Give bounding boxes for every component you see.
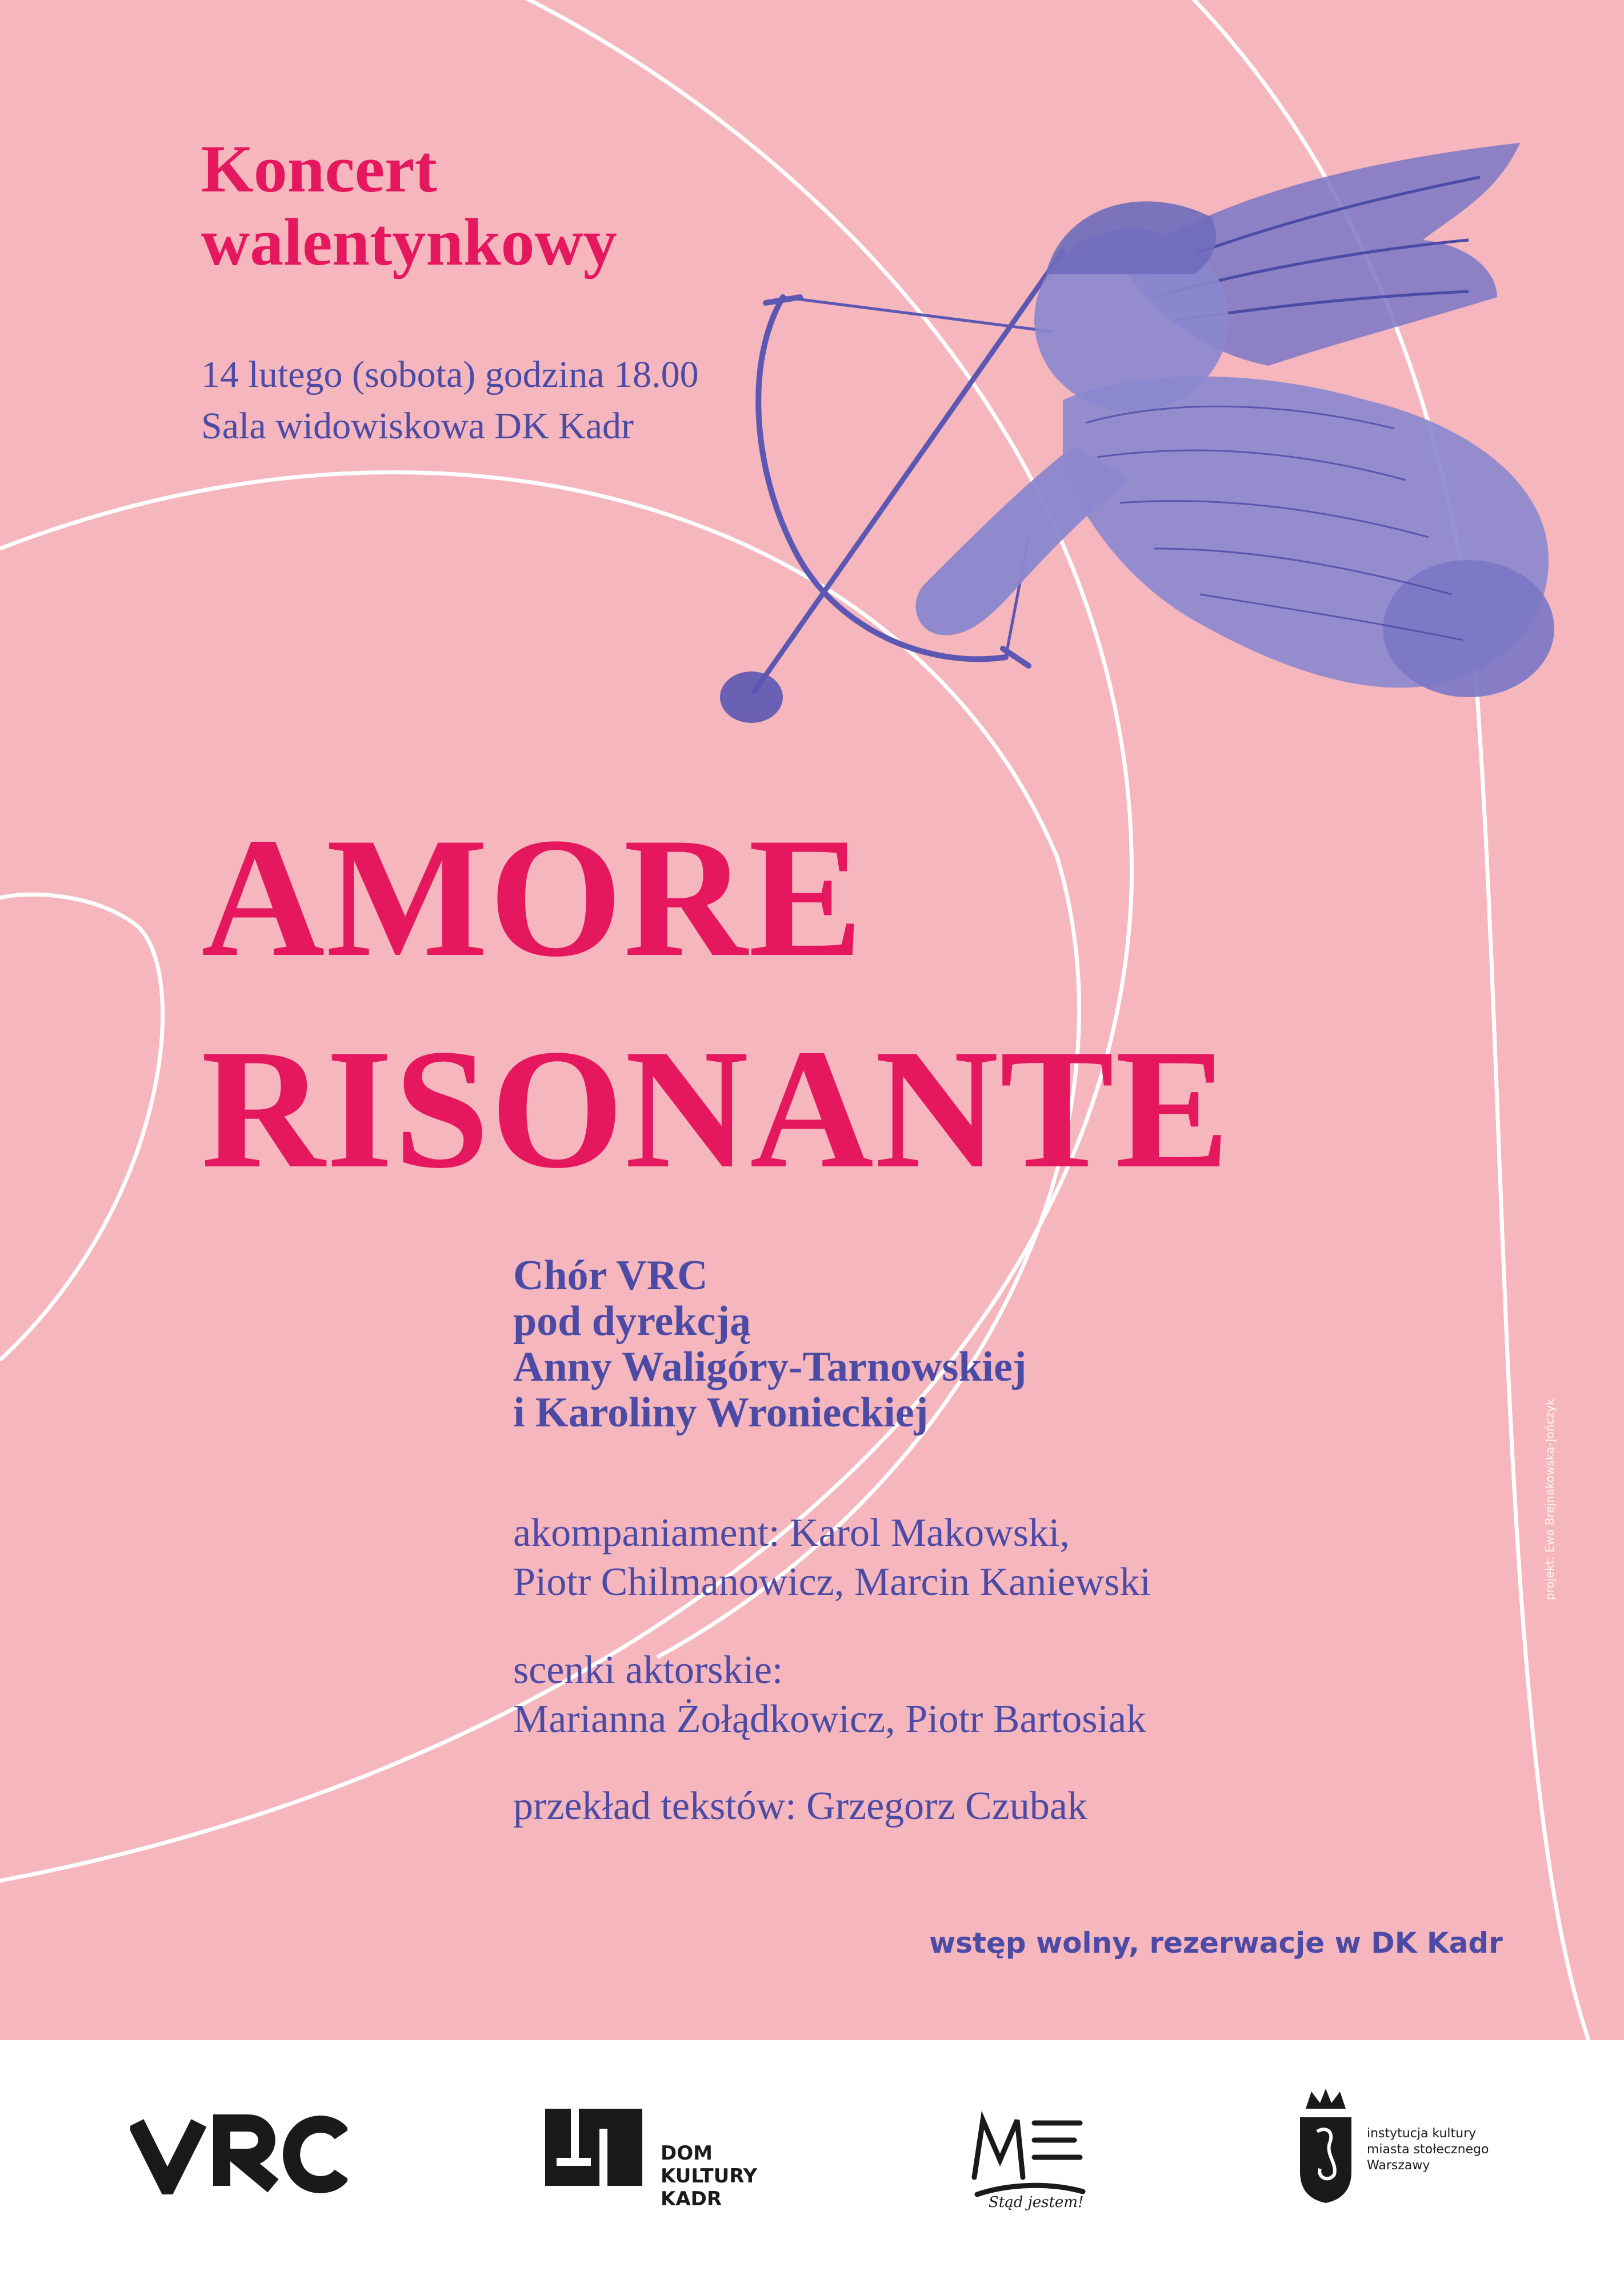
sponsor-logos-bar	[0, 2040, 1624, 2283]
warsaw-text-line1: instytucja kultury	[1367, 2126, 1477, 2141]
event-venue: Sala widowiskowa DK Kadr	[201, 405, 634, 447]
scenes-line1: scenki aktorskie:	[513, 1648, 783, 1692]
warsaw-text-line3: Warszawy	[1367, 2158, 1430, 2173]
concert-title-line1: Koncert	[201, 131, 437, 206]
design-credit: projekt: Ewa Brejnakowska-Jończyk	[1543, 1398, 1557, 1600]
kadr-text-line1: DOM	[661, 2142, 713, 2165]
conductor-1: Anny Waligóry-Tarnowskiej	[513, 1344, 1027, 1390]
warsaw-text-line2: miasta stołecznego	[1367, 2142, 1489, 2157]
moje-miejsce-mokotow-logo	[966, 2109, 1091, 2212]
warsaw-crest-logo	[1294, 2086, 1357, 2206]
conductor-2: i Karoliny Wronieckiej	[513, 1389, 929, 1436]
choir-direction: pod dyrekcją	[513, 1298, 751, 1345]
main-title-line2: RISONANTE	[201, 1014, 1231, 1204]
concert-title	[201, 133, 617, 279]
vrc-logo	[130, 2114, 347, 2194]
event-date: 14 lutego (sobota) godzina 18.00	[201, 354, 699, 395]
kadr-text-line3: KADR	[661, 2188, 722, 2210]
scenes-line2: Marianna Żołądkowicz, Piotr Bartosiak	[513, 1697, 1147, 1741]
concert-title-line2: walentynkowy	[201, 205, 617, 279]
entry-info: wstęp wolny, rezerwacje w DK Kadr	[929, 1926, 1503, 1960]
dom-kultury-kadr-logo	[545, 2109, 642, 2186]
main-title-line1: AMORE	[201, 802, 864, 992]
translation-credit: przekład tekstów: Grzegorz Czubak	[513, 1784, 1087, 1828]
accompaniment-line1: akompaniament: Karol Makowski,	[513, 1511, 1070, 1555]
choir-name: Chór VRC	[513, 1252, 708, 1299]
kadr-text-line2: KULTURY	[661, 2165, 758, 2188]
cupid-illustration	[709, 126, 1577, 800]
accompaniment-line2: Piotr Chilmanowicz, Marcin Kaniewski	[513, 1560, 1151, 1604]
mokotow-slogan: Stąd jestem!	[989, 2194, 1084, 2211]
